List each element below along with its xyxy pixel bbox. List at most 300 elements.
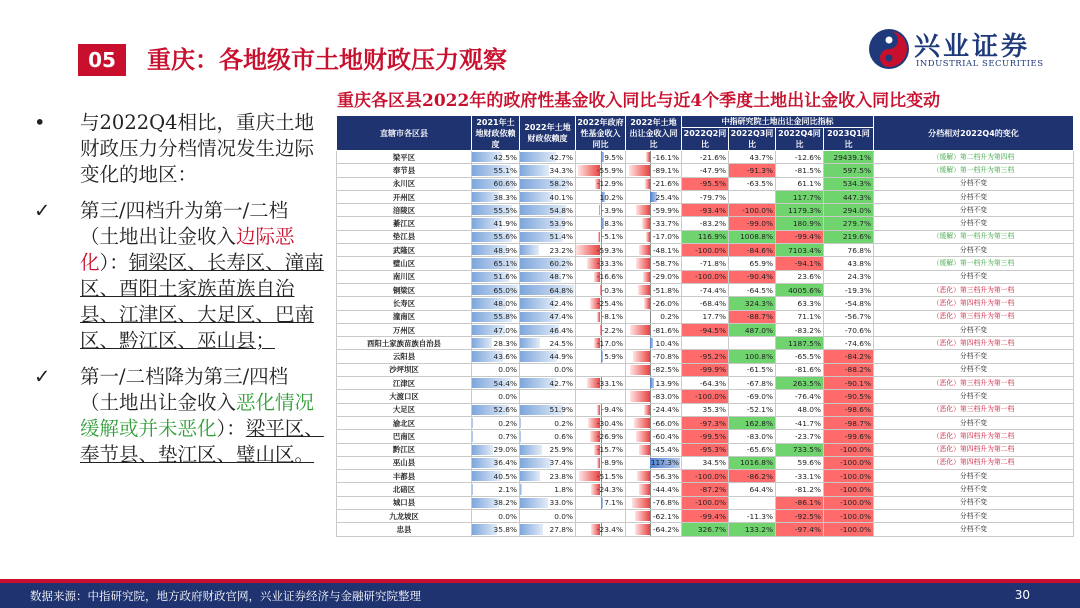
data-bar	[650, 338, 653, 348]
cell-value: -97.3%	[699, 418, 726, 428]
cell-land	[626, 151, 682, 164]
bullet-upgrade-paren-open: （土地出让金收入	[80, 225, 237, 248]
cell-q4	[776, 377, 824, 390]
cell-fund	[576, 377, 626, 390]
table-row	[337, 283, 1074, 296]
cell-d22	[520, 310, 576, 323]
data-bar-axis	[650, 284, 651, 296]
data-bar	[601, 351, 603, 361]
table-caption: 重庆各区县2022年的政府性基金收入同比与近4个季度土地出让金收入同比变动	[337, 91, 941, 111]
cell-land	[626, 230, 682, 243]
cell-q4	[776, 350, 824, 363]
cell-land	[626, 217, 682, 230]
cell-value: -11.3%	[746, 511, 773, 521]
cell-value: -62.1%	[652, 511, 679, 521]
cell-q3	[729, 204, 776, 217]
cell-fund	[576, 416, 626, 429]
cell-q1	[824, 297, 874, 310]
cell-value: 9.5%	[604, 152, 623, 162]
data-bar-axis	[650, 417, 651, 429]
cell-tier-change: 分档不变	[874, 323, 1074, 336]
cell-value: -84.2%	[844, 352, 871, 362]
table-body	[337, 151, 1074, 537]
table-row	[337, 390, 1074, 403]
cell-q4	[776, 204, 824, 217]
data-bar	[520, 165, 549, 175]
table-row	[337, 244, 1074, 257]
cell-value: 60.2%	[549, 259, 573, 269]
cell-value: -3.9%	[601, 205, 623, 215]
cell-fund	[576, 270, 626, 283]
cell-value: -56.3%	[652, 471, 679, 481]
cell-q2	[682, 323, 729, 336]
cell-value: 34.3%	[549, 165, 573, 175]
cell-q3	[729, 297, 776, 310]
header-tier-change: 分档相对2022Q4的变化	[874, 116, 1074, 151]
bullet-downgrade-head: 第一/二档降为第三/四档	[80, 365, 289, 388]
data-bar	[646, 152, 650, 162]
cell-q1	[824, 190, 874, 203]
cell-value: -66.0%	[652, 418, 679, 428]
cell-value: -100.0%	[695, 391, 726, 401]
cell-q3	[729, 496, 776, 509]
cell-value: 117.3%	[650, 458, 679, 468]
cell-fund	[576, 177, 626, 190]
cell-q4	[776, 230, 824, 243]
cell-land	[626, 283, 682, 296]
data-bar	[520, 192, 553, 202]
cell-value: -8.1%	[601, 312, 623, 322]
data-bar	[597, 312, 600, 322]
cell-value: -88.2%	[844, 365, 871, 375]
cell-value: -100.0%	[742, 205, 773, 215]
data-bar	[644, 405, 650, 415]
data-bar-axis	[650, 257, 651, 269]
data-bar	[636, 431, 651, 441]
cell-q2	[682, 270, 729, 283]
cell-q2	[682, 204, 729, 217]
cell-value: 5.9%	[604, 352, 623, 362]
cell-value: 54.8%	[549, 205, 573, 215]
cell-q4	[776, 496, 824, 509]
data-bar-axis	[650, 483, 651, 495]
cell-d21	[472, 430, 520, 443]
cell-q3	[729, 177, 776, 190]
cell-fund	[576, 470, 626, 483]
header-fund-income-yoy: 2022年政府性基金收入同比	[577, 117, 624, 149]
cell-q4	[776, 416, 824, 429]
cell-q1	[824, 443, 874, 456]
data-bar-axis	[650, 470, 651, 482]
cell-d22	[520, 350, 576, 363]
cell-d21	[472, 164, 520, 177]
data-bar-axis	[650, 164, 651, 176]
cell-land	[626, 164, 682, 177]
data-bar	[636, 205, 650, 215]
page-title: 重庆：各地级市土地财政压力观察	[147, 46, 507, 74]
cell-tier-change: 分档不变	[874, 270, 1074, 283]
cell-q1	[824, 337, 874, 350]
table-row	[337, 164, 1074, 177]
data-bar-axis	[650, 231, 651, 243]
cell-q3	[729, 164, 776, 177]
cell-value: -61.5%	[746, 365, 773, 375]
logo-mark-icon	[866, 26, 912, 72]
data-bar-axis	[650, 497, 651, 509]
cell-value: 61.1%	[797, 179, 821, 189]
cell-fund	[576, 297, 626, 310]
cell-value: 76.8%	[847, 245, 871, 255]
cell-value: -33.1%	[596, 378, 623, 388]
cell-q4	[776, 456, 824, 469]
cell-value: -95.5%	[699, 179, 726, 189]
cell-fund	[576, 323, 626, 336]
cell-region-name: 涪陵区	[337, 204, 472, 217]
cell-value: 24.3%	[847, 272, 871, 282]
cell-q2	[682, 257, 729, 270]
cell-region-name: 渝北区	[337, 416, 472, 429]
cell-d21	[472, 390, 520, 403]
cell-value: -76.8%	[652, 498, 679, 508]
cell-land	[626, 430, 682, 443]
cell-fund	[576, 190, 626, 203]
cell-value: -16.1%	[652, 152, 679, 162]
cell-q1	[824, 151, 874, 164]
cell-q3	[729, 403, 776, 416]
cell-value: 1016.8%	[740, 458, 773, 468]
cell-q2	[682, 456, 729, 469]
header-group-cindex: 中指研究院土地出让金同比指标	[682, 116, 874, 128]
cell-value: 7103.4%	[788, 245, 821, 255]
cell-land	[626, 337, 682, 350]
cell-value: -86.2%	[746, 471, 773, 481]
cell-q1	[824, 496, 874, 509]
cell-value: 0.2%	[660, 312, 679, 322]
cell-land	[626, 523, 682, 536]
cell-q1	[824, 244, 874, 257]
cell-land	[626, 204, 682, 217]
cell-q2	[682, 496, 729, 509]
cell-region-name: 城口县	[337, 496, 472, 509]
cell-value: 51.9%	[549, 405, 573, 415]
cell-land	[626, 496, 682, 509]
cell-q1	[824, 483, 874, 496]
cell-d21	[472, 297, 520, 310]
data-bar	[644, 298, 650, 308]
data-bar	[520, 245, 539, 255]
cell-tier-change: 分档不变	[874, 177, 1074, 190]
data-bar	[599, 205, 601, 215]
table-row	[337, 496, 1074, 509]
cell-d21	[472, 523, 520, 536]
cell-value: -100.0%	[840, 485, 871, 495]
cell-value: -69.0%	[746, 391, 773, 401]
cell-value: -56.7%	[844, 312, 871, 322]
cell-q3	[729, 230, 776, 243]
data-bar	[598, 232, 600, 242]
data-bar	[633, 351, 650, 361]
cell-d21	[472, 283, 520, 296]
data-bar-axis	[650, 151, 651, 163]
cell-value: 40.5%	[493, 471, 517, 481]
cell-q2	[682, 177, 729, 190]
cell-value: -33.1%	[794, 471, 821, 481]
data-bar	[639, 484, 650, 494]
cell-tier-change: 分档不变	[874, 217, 1074, 230]
cell-d21	[472, 190, 520, 203]
cell-value: -81.2%	[794, 485, 821, 495]
cell-d21	[472, 350, 520, 363]
cell-value: 0.0%	[498, 391, 517, 401]
cell-value: 71.1%	[797, 312, 821, 322]
data-bar	[642, 218, 650, 228]
cell-q1	[824, 510, 874, 523]
cell-q2	[682, 297, 729, 310]
cell-q2	[682, 337, 729, 350]
cell-q1	[824, 270, 874, 283]
cell-q4	[776, 403, 824, 416]
cell-value: -99.9%	[699, 365, 726, 375]
cell-region-name: 大渡口区	[337, 390, 472, 403]
cell-tier-change: （恶化）第四档升为第二档	[874, 337, 1074, 350]
cell-d21	[472, 230, 520, 243]
cell-tier-change: 分档不变	[874, 204, 1074, 217]
logo-text-en: INDUSTRIAL SECURITIES	[916, 59, 1044, 69]
cell-value: 55.1%	[493, 165, 517, 175]
cell-value: -21.6%	[652, 179, 679, 189]
cell-q2	[682, 164, 729, 177]
cell-d22	[520, 496, 576, 509]
cell-q2	[682, 403, 729, 416]
cell-d22	[520, 403, 576, 416]
company-logo	[866, 26, 1061, 72]
cell-tier-change: 分档不变	[874, 470, 1074, 483]
cell-q4	[776, 257, 824, 270]
cell-value: 0.6%	[554, 431, 573, 441]
table-row	[337, 190, 1074, 203]
data-bar-axis	[650, 523, 651, 535]
cell-value: -99.0%	[746, 219, 773, 229]
cell-q4	[776, 470, 824, 483]
cell-value: -95.3%	[699, 445, 726, 455]
cell-d21	[472, 496, 520, 509]
cell-value: 0.0%	[498, 365, 517, 375]
table-row	[337, 403, 1074, 416]
table-row	[337, 177, 1074, 190]
data-bar	[639, 445, 650, 455]
slide-number-badge: 05	[78, 44, 126, 76]
cell-value: 37.4%	[549, 458, 573, 468]
cell-value: -19.3%	[844, 285, 871, 295]
cell-d22	[520, 230, 576, 243]
table-row	[337, 310, 1074, 323]
cell-value: -74.6%	[844, 338, 871, 348]
cell-region-name: 黔江区	[337, 443, 472, 456]
cell-q1	[824, 363, 874, 376]
bullet-downgrade-regions: 梁平区、奉节县、垫江区、璧山区。	[80, 417, 324, 466]
table-row	[337, 297, 1074, 310]
cell-value: 55.6%	[493, 232, 517, 242]
cell-value: -99.5%	[699, 431, 726, 441]
cell-value: 0.0%	[554, 365, 573, 375]
data-bar	[472, 484, 473, 494]
cell-value: 23.2%	[549, 245, 573, 255]
cell-q4	[776, 523, 824, 536]
cell-q1	[824, 390, 874, 403]
cell-d21	[472, 416, 520, 429]
cell-d21	[472, 270, 520, 283]
header-region: 直辖市各区县	[337, 116, 472, 151]
cell-region-name: 江津区	[337, 377, 472, 390]
cell-fund	[576, 283, 626, 296]
cell-region-name: 忠县	[337, 523, 472, 536]
data-bar-axis	[650, 404, 651, 416]
cell-land	[626, 350, 682, 363]
cell-value: 324.3%	[744, 298, 773, 308]
cell-tier-change: （缓解）第一档升为第三档	[874, 257, 1074, 270]
cell-d22	[520, 456, 576, 469]
cell-q3	[729, 151, 776, 164]
table-row	[337, 456, 1074, 469]
cell-value: 51.4%	[549, 232, 573, 242]
cell-q2	[682, 523, 729, 536]
cell-land	[626, 377, 682, 390]
page-number: 30	[1014, 588, 1030, 602]
cell-region-name: 巫山县	[337, 456, 472, 469]
cell-value: -23.7%	[794, 431, 821, 441]
cell-d22	[520, 363, 576, 376]
cell-d22	[520, 244, 576, 257]
table-row	[337, 151, 1074, 164]
header-land-income-yoy: 2022年土地出让金收入同比	[626, 116, 682, 151]
cell-value: -63.5%	[746, 179, 773, 189]
cell-region-name: 巴南区	[337, 430, 472, 443]
cell-value: 1.8%	[554, 485, 573, 495]
cell-d22	[520, 337, 576, 350]
cell-q4	[776, 217, 824, 230]
cell-value: -98.6%	[844, 405, 871, 415]
cell-d21	[472, 244, 520, 257]
cell-value: 63.3%	[797, 298, 821, 308]
table-row	[337, 377, 1074, 390]
cell-region-name: 潼南区	[337, 310, 472, 323]
cell-d22	[520, 430, 576, 443]
cell-q3	[729, 270, 776, 283]
cell-q4	[776, 483, 824, 496]
cell-value: -25.4%	[596, 298, 623, 308]
cell-value: 25.9%	[549, 445, 573, 455]
cell-value: -47.9%	[699, 165, 726, 175]
cell-region-name: 大足区	[337, 403, 472, 416]
cell-value: 48.9%	[493, 245, 517, 255]
footer-source: 数据来源：中指研究院，地方政府财政官网，兴业证券经济与金融研究院整理	[30, 589, 421, 603]
cell-q2	[682, 390, 729, 403]
cell-q3	[729, 470, 776, 483]
cell-value: -26.9%	[596, 431, 623, 441]
cell-d21	[472, 377, 520, 390]
cell-value: 23.8%	[549, 471, 573, 481]
bullet-upgrade-paren-close: ）：	[99, 251, 129, 274]
cell-value: 42.5%	[493, 152, 517, 162]
cell-region-name: 沙坪坝区	[337, 363, 472, 376]
cell-value: -51.5%	[596, 471, 623, 481]
header-2022q4: 2022Q4同比	[776, 128, 824, 151]
table-row	[337, 510, 1074, 523]
cell-q1	[824, 257, 874, 270]
cell-value: 44.9%	[549, 352, 573, 362]
cell-d22	[520, 483, 576, 496]
cell-land	[626, 190, 682, 203]
cell-value: -100.0%	[840, 471, 871, 481]
cell-q4	[776, 270, 824, 283]
cell-q1	[824, 323, 874, 336]
cell-d22	[520, 323, 576, 336]
cell-value: -54.8%	[844, 298, 871, 308]
cell-q3	[729, 377, 776, 390]
data-bar	[472, 338, 492, 348]
data-bar	[520, 431, 521, 441]
cell-value: -55.9%	[596, 165, 623, 175]
cell-value: -29.0%	[652, 272, 679, 282]
cell-region-name: 九龙坡区	[337, 510, 472, 523]
cell-value: -100.0%	[695, 498, 726, 508]
cell-value: 58.2%	[549, 179, 573, 189]
cell-d21	[472, 363, 520, 376]
cell-value: 42.4%	[549, 298, 573, 308]
cell-region-name: 永川区	[337, 177, 472, 190]
cell-tier-change: 分档不变	[874, 483, 1074, 496]
cell-d22	[520, 443, 576, 456]
cell-q2	[682, 483, 729, 496]
cell-value: -100.0%	[695, 272, 726, 282]
bullet-upgrade-head: 第三/四档升为第一/二档	[80, 199, 289, 222]
bullet-downgrade-paren-open: （土地出让金收入	[80, 391, 237, 414]
cell-land	[626, 510, 682, 523]
cell-value: 25.4%	[655, 192, 679, 202]
data-bar	[630, 391, 650, 401]
cell-land	[626, 443, 682, 456]
table-row	[337, 363, 1074, 376]
cell-value: 0.2%	[498, 418, 517, 428]
cell-value: -89.1%	[652, 165, 679, 175]
cell-value: -90.4%	[746, 272, 773, 282]
cell-fund	[576, 483, 626, 496]
data-bar-axis	[650, 311, 651, 323]
cell-fund	[576, 337, 626, 350]
cell-q3	[729, 456, 776, 469]
cell-q2	[682, 416, 729, 429]
table-row	[337, 470, 1074, 483]
cell-q1	[824, 204, 874, 217]
cell-value: 51.6%	[493, 272, 517, 282]
cell-value: -0.3%	[601, 285, 623, 295]
cell-fund	[576, 523, 626, 536]
cell-value: 40.1%	[549, 192, 573, 202]
cell-value: 116.9%	[697, 232, 726, 242]
cell-q3	[729, 416, 776, 429]
cell-d22	[520, 177, 576, 190]
table-row	[337, 323, 1074, 336]
cell-q1	[824, 470, 874, 483]
table-row	[337, 337, 1074, 350]
data-bar-axis	[650, 510, 651, 522]
cell-value: 326.7%	[697, 524, 726, 534]
cell-q4	[776, 151, 824, 164]
data-bar	[638, 285, 651, 295]
cell-value: 162.8%	[744, 418, 773, 428]
cell-q4	[776, 164, 824, 177]
cell-fund	[576, 244, 626, 257]
